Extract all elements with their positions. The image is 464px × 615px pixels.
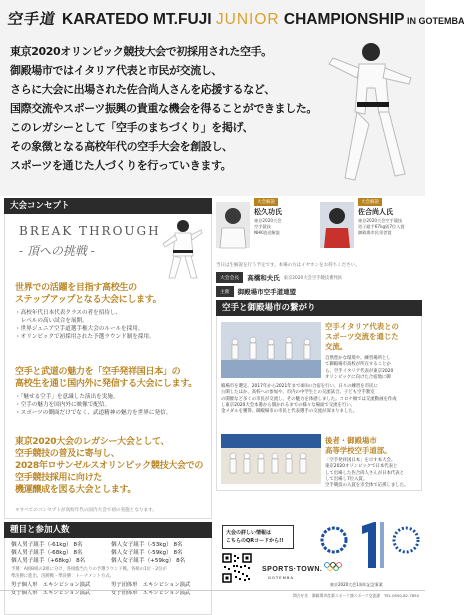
paragraph-line: の開催など多くの市民が交流し、その魅力を体感しました。コロナ禍では交流動画を作成 bbox=[221, 396, 397, 402]
bond-title-line: スポーツ交流を通じた bbox=[325, 332, 399, 341]
category-item: 個人女子組手（-59kg） 8名 bbox=[111, 550, 183, 556]
bond-title-line: 高等学校空手道部。 bbox=[325, 446, 392, 455]
desc-line: NHK放送解説 bbox=[254, 230, 280, 235]
concept-item: ・空手の魅力を国内外に映像で配信。 bbox=[15, 402, 111, 408]
lead-line: スポーツを通じた人づくりを行っていきます。 bbox=[10, 159, 232, 172]
lead-line: その象徴となる高校年代の空手大会を創設し、 bbox=[10, 140, 233, 153]
concept-block-title: 世界での活躍を目指す高校生の bbox=[15, 283, 137, 293]
bond-paragraph-1-continued bbox=[221, 384, 419, 415]
concept-item: ・高校年代日本代表クラスの者を招待し、 bbox=[15, 310, 122, 316]
concept-block-title: 東京2020大会のレガシー大会として、 bbox=[15, 437, 170, 447]
paragraph-line: ら、空手イタリア代表が東京2020 bbox=[325, 368, 394, 374]
female-karateka-image bbox=[157, 218, 207, 280]
chair-name: 高橋和夫氏 bbox=[247, 274, 280, 282]
category-item: 個人女子組手（+59kg） 8名 bbox=[111, 558, 186, 564]
commentator-tag: 大会解説 bbox=[358, 198, 382, 206]
olympic-emblem-icon bbox=[322, 528, 346, 552]
exhibition-item: 女子個人形 エキシビション演武 bbox=[11, 589, 91, 596]
footer-tel: TEL 0550-82-7850 bbox=[384, 593, 419, 598]
title-part-2: CHAMPIONSHIP bbox=[279, 11, 405, 28]
paragraph-line: 「空手発祥国日本」を示す本大会。 bbox=[325, 458, 396, 463]
chair-sub: 東京2020大会空手競技審判員 bbox=[283, 275, 342, 281]
lead-line: 東京2020オリンピック競技大会で初採用された空手。 bbox=[10, 45, 272, 58]
organizer-section bbox=[216, 272, 422, 297]
lead-line: このレガシーとして「空手のまちづくり」を掲げ、 bbox=[10, 121, 254, 134]
concept-item: ・世界ジュニア空手道選手権大会のルールを採用。 bbox=[15, 326, 144, 332]
concept-block-2 bbox=[15, 366, 205, 417]
bond-section bbox=[216, 316, 422, 491]
paragraph-line: オリンピックに向けた合宿地に御 bbox=[325, 374, 391, 380]
qr-callout-line: 大会の詳しい情報は bbox=[226, 530, 272, 536]
left-column bbox=[4, 198, 212, 615]
concept-block-title: 空手競技の普及に寄与し、 bbox=[15, 449, 120, 459]
concept-block-title: 機運醸成を図る大会とします。 bbox=[15, 485, 137, 495]
paralympic-emblem-icon bbox=[394, 528, 418, 552]
tokyo-anniversary-note: 東京2020大会1周年記念事業 bbox=[330, 582, 383, 587]
rule-note-line: 予選：A組B組の2組に分け、各組総当たりの予選ラウンド戦。各組の1位・2位が bbox=[11, 567, 167, 572]
host-name: 御殿場市空手道連盟 bbox=[237, 288, 297, 296]
commentator-photo bbox=[320, 202, 354, 248]
qr-callout bbox=[222, 525, 294, 549]
bond-paragraph-2 bbox=[325, 458, 419, 489]
commentators-section bbox=[216, 198, 422, 260]
title-text bbox=[62, 11, 464, 29]
lead-line: 御殿場市ではイタリア代表と市民が交流し、 bbox=[10, 64, 222, 77]
rule-note-line: 準決勝に進出。決勝戦・準決勝：トーナメント方式。 bbox=[11, 573, 114, 579]
karate-kata-figure-image bbox=[309, 28, 421, 196]
commentator-note: 当日は生解説を行う予定です。本場の方はイヤホンをお持ちください。 bbox=[216, 263, 360, 268]
bond-paragraph-1 bbox=[325, 356, 419, 381]
bond-title-line: 後者・御殿場市 bbox=[325, 436, 377, 445]
exhibition-item: 女子団体形 エキシビション演武 bbox=[111, 589, 191, 596]
paragraph-line: 金メダルを獲得。御殿場市の市民と代表選手の交流が深まりました。 bbox=[221, 409, 358, 415]
categories-section bbox=[4, 538, 212, 615]
hero-section bbox=[0, 0, 464, 196]
commentator-desc bbox=[254, 218, 316, 236]
concept-item: ・スポーツの側面だけでなく、武道精神の魅力を世界に発信。 bbox=[15, 410, 172, 416]
concept-block-title: 空手と武道の魅力を「空手発祥国日本」の bbox=[15, 367, 181, 377]
commentator-card bbox=[320, 198, 420, 258]
paragraph-line: 東京2020オリンピックで日本代表と bbox=[325, 464, 398, 470]
footer bbox=[0, 590, 425, 600]
italy-team-training-photo bbox=[221, 322, 321, 378]
concept-item: ・オリンピックで初採用された予選ラウンド制を採用。 bbox=[15, 334, 155, 340]
paragraph-line: 空手競技の入賞を市全体で応援しました。 bbox=[325, 483, 409, 489]
commentator-desc bbox=[358, 218, 420, 236]
exhibition-item: 男子個人形 エキシビション演武 bbox=[11, 582, 91, 588]
desc-line: 東京2020大会 bbox=[254, 218, 282, 223]
commentator-name: 佐合尚人氏 bbox=[358, 208, 393, 216]
title-part-1: KARATEDO MT.FUJI bbox=[62, 11, 216, 28]
concept-block-title: ステップアップとなる大会にします。 bbox=[15, 295, 162, 305]
paragraph-line: て御殿場市高校が所在することか bbox=[325, 362, 391, 368]
lead-line: さらに大会に出場された佐合尚人さんを応援するなど、 bbox=[10, 83, 275, 96]
chair-label: 大会会長 bbox=[216, 272, 243, 283]
calligraphy-logo: 空手道 bbox=[6, 10, 58, 28]
desc-line: 男子組手67kg級7位入賞 bbox=[358, 224, 405, 229]
sports-town-logo: SPORTS·TOWN. bbox=[262, 566, 323, 573]
qr-code[interactable] bbox=[222, 553, 252, 583]
host-label: 主催 bbox=[216, 286, 234, 297]
paragraph-line: して出場した佐合尚人さんが日本代表と bbox=[325, 470, 405, 476]
concept-section bbox=[4, 214, 212, 519]
concept-heading: 大会コンセプト bbox=[4, 198, 212, 214]
qr-callout-line: こちらのQRコードから!! bbox=[226, 538, 284, 544]
category-item: 個人男子組手（-61kg） 8名 bbox=[11, 542, 83, 548]
desc-line: 御殿場市民栄誉賞 bbox=[358, 230, 392, 235]
exhibition-item: 男子団体形 エキシビション演武 bbox=[111, 582, 191, 588]
olympic-rings-icon bbox=[325, 563, 342, 571]
paragraph-line: して出場し7位入賞。 bbox=[325, 476, 368, 482]
categories-rule-note bbox=[11, 567, 205, 580]
bond-title-line: 空手イタリア代表との bbox=[325, 322, 399, 331]
bond-title-2 bbox=[325, 436, 419, 456]
title-location: IN GOTEMBA bbox=[404, 16, 464, 26]
concept-block-title: 空手競技採用に向けた bbox=[15, 473, 103, 483]
paragraph-line: 自然豊かな環境や、練習場所とし bbox=[325, 356, 391, 361]
concept-catchphrase: BREAK THROUGH bbox=[19, 224, 161, 238]
concept-block-1 bbox=[15, 282, 205, 341]
high-school-karate-club-photo bbox=[221, 434, 321, 484]
category-item: 個人男子組手（-68kg） 8名 bbox=[11, 550, 83, 556]
concept-catchphrase-sub: - 頂への挑戦 - bbox=[19, 244, 95, 258]
lead-text bbox=[10, 42, 340, 175]
commentator-name: 松久功氏 bbox=[254, 208, 282, 216]
concept-block-title: 2028年ロサンゼルスオリンピック競技大会での bbox=[15, 461, 204, 471]
concept-block-3 bbox=[15, 436, 205, 496]
bond-title-line: 交流。 bbox=[325, 342, 348, 351]
title-junior: JUNIOR bbox=[215, 11, 280, 28]
concept-item: レベルの高い試合を展開。 bbox=[15, 318, 88, 324]
lead-line: 国際交流やスポーツ振興の貴重な機会を得ることができました。 bbox=[10, 102, 317, 115]
paragraph-line: 殿場市を選定。2017年から2021年まで4回の合宿を行い、日々の練習を市民に bbox=[221, 384, 378, 389]
categories-heading: 種目と参加人数 bbox=[4, 522, 212, 538]
desc-line: 空手競技 bbox=[254, 224, 271, 229]
desc-line: 東京2020大会空手競技 bbox=[358, 218, 403, 223]
bond-heading: 空手と御殿場市の繋がり bbox=[216, 300, 422, 316]
concept-item: ・「魅せる空手」を意識した演出を実施。 bbox=[15, 394, 119, 400]
concept-block-title: 高校生を通じ国内外に発信する大会にします。 bbox=[15, 379, 197, 389]
category-item: 個人男子組手（+68kg） 8名 bbox=[11, 558, 86, 564]
tokyo2020-emblem bbox=[318, 518, 422, 580]
bond-title-1 bbox=[325, 322, 419, 352]
sports-town-sub: GOTEMBA bbox=[268, 575, 295, 580]
anniversary-one-icon bbox=[362, 522, 384, 568]
concept-note: ＊すべてのコンセプトが高校年代の国内大会で初の実施となります。 bbox=[15, 508, 157, 513]
footer-contact-label: 問合せ先 bbox=[292, 592, 308, 598]
paragraph-line: し東京2020大会本番から開かれるまでの様々な場面で交流を行い、 bbox=[221, 402, 356, 408]
category-item: 個人女子組手（-53kg） 8名 bbox=[111, 542, 183, 548]
commentator-photo bbox=[216, 202, 250, 248]
commentator-card bbox=[216, 198, 316, 258]
paragraph-line: 公開したほか、高校への参加や、市内の中学生との交流試合、子ども空手教室 bbox=[221, 390, 375, 396]
commentator-tag: 大会解説 bbox=[254, 198, 278, 206]
right-column bbox=[216, 198, 422, 491]
footer-office: 御殿場市産業スポーツ課スポーツ交流課 bbox=[312, 592, 381, 598]
